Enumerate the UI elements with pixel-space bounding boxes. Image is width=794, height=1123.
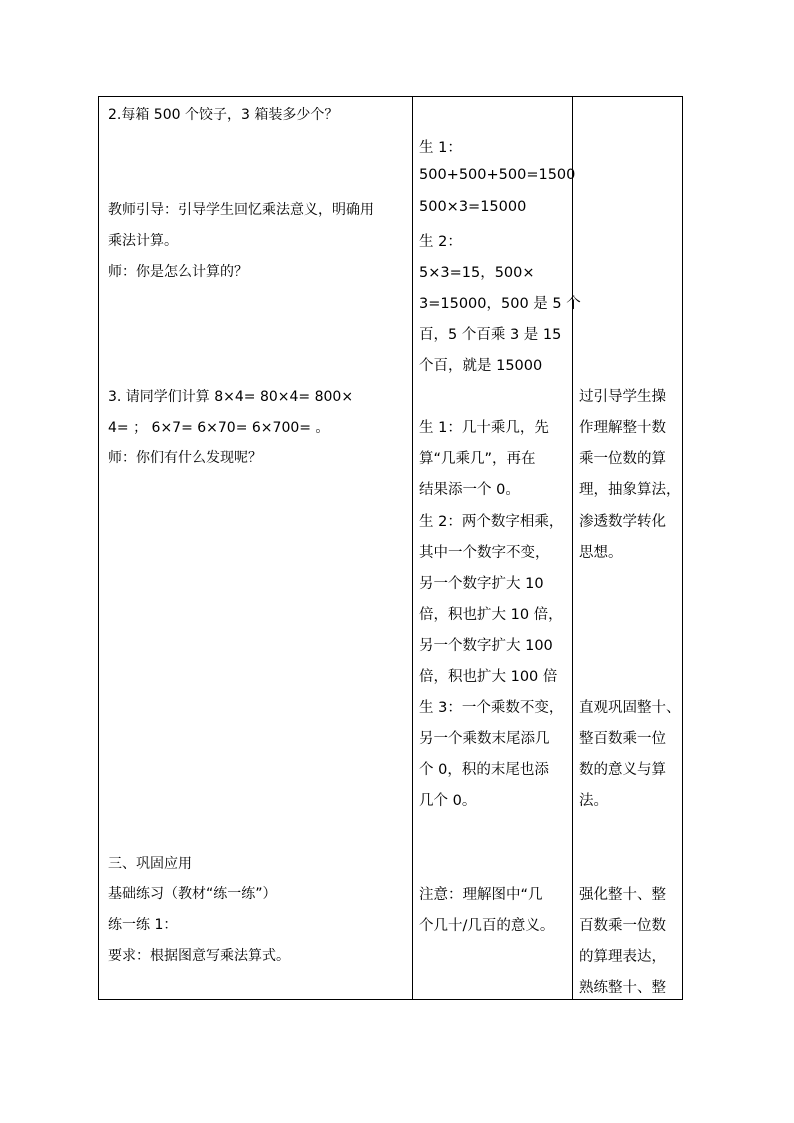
design-intent-column [573, 97, 683, 999]
teacher-guidance: 教师引导：引导学生回忆乘法意义，明确用 [108, 202, 374, 218]
answer-line: 另一个数字扩大 100 [419, 638, 553, 654]
intent-line: 渗透数学转化 [579, 514, 666, 530]
intent-line: 法。 [579, 793, 608, 809]
intent-line: 作理解整十数 [579, 420, 666, 436]
teaching-process-column [99, 97, 412, 999]
intent-line: 过引导学生操 [579, 389, 666, 405]
answer-line: 算“几乘几”，再在 [419, 451, 536, 467]
answer-line: 注意：理解图中“几 [419, 887, 543, 903]
answer-line: 结果添一个 0。 [419, 482, 520, 498]
lesson-plan-table [98, 96, 683, 1000]
intent-line: 整百数乘一位 [579, 731, 666, 747]
section-heading: 三、巩固应用 [108, 856, 192, 872]
answer-line: 500×3=15000 [419, 199, 527, 215]
intent-line: 百数乘一位数 [579, 918, 666, 934]
teacher-discovery-question: 师：你们有什么发现呢？ [108, 450, 262, 466]
question-2: 2.每箱 500 个饺子，3 箱装多少个？ [108, 107, 339, 123]
answer-line: 个几十/几百的意义。 [419, 918, 555, 934]
intent-line: 思想。 [579, 545, 623, 561]
teacher-question: 师：你是怎么计算的？ [108, 264, 248, 280]
answer-line: 生 3：一个乘数不变， [419, 700, 564, 716]
question-3-cont: 4= ； 6×7= 6×70= 6×700= 。 [108, 420, 330, 436]
answer-line: 生 2： [419, 234, 462, 250]
intent-line: 直观巩固整十、 [579, 700, 681, 716]
intent-line: 理，抽象算法， [579, 482, 681, 498]
answer-line: 5×3=15，500× [419, 265, 535, 281]
student-activity-column [413, 97, 581, 999]
practice-requirement: 要求：根据图意写乘法算式。 [108, 948, 290, 964]
basic-practice: 基础练习（教材“练一练”） [108, 886, 277, 902]
intent-line: 强化整十、整 [579, 887, 666, 903]
answer-line: 几个 0。 [419, 793, 477, 809]
answer-line: 3=15000，500 是 5 个 [419, 296, 581, 312]
answer-line: 另一个乘数末尾添几 [419, 731, 550, 747]
answer-line: 生 2：两个数字相乘， [419, 514, 564, 530]
teacher-guidance-cont: 乘法计算。 [108, 233, 178, 249]
answer-line: 倍，积也扩大 10 倍， [419, 607, 563, 623]
intent-line: 的算理表达， [579, 949, 666, 965]
intent-line: 熟练整十、整 [579, 980, 666, 996]
answer-line: 个百，就是 15000 [419, 358, 543, 374]
answer-line: 另一个数字扩大 10 [419, 576, 544, 592]
answer-line: 百，5 个百乘 3 是 15 [419, 327, 562, 343]
answer-line: 生 1：几十乘几，先 [419, 420, 549, 436]
answer-line: 个 0，积的末尾也添 [419, 762, 549, 778]
question-3: 3. 请同学们计算 8×4= 80×4= 800× [108, 389, 354, 405]
answer-line: 500+500+500=1500 [419, 167, 576, 183]
answer-line: 其中一个数字不变， [419, 545, 550, 561]
answer-line: 倍，积也扩大 100 倍 [419, 669, 558, 685]
answer-line: 生 1： [419, 140, 462, 156]
intent-line: 数的意义与算 [579, 762, 666, 778]
practice-1: 练一练 1： [108, 917, 178, 933]
intent-line: 乘一位数的算 [579, 451, 666, 467]
